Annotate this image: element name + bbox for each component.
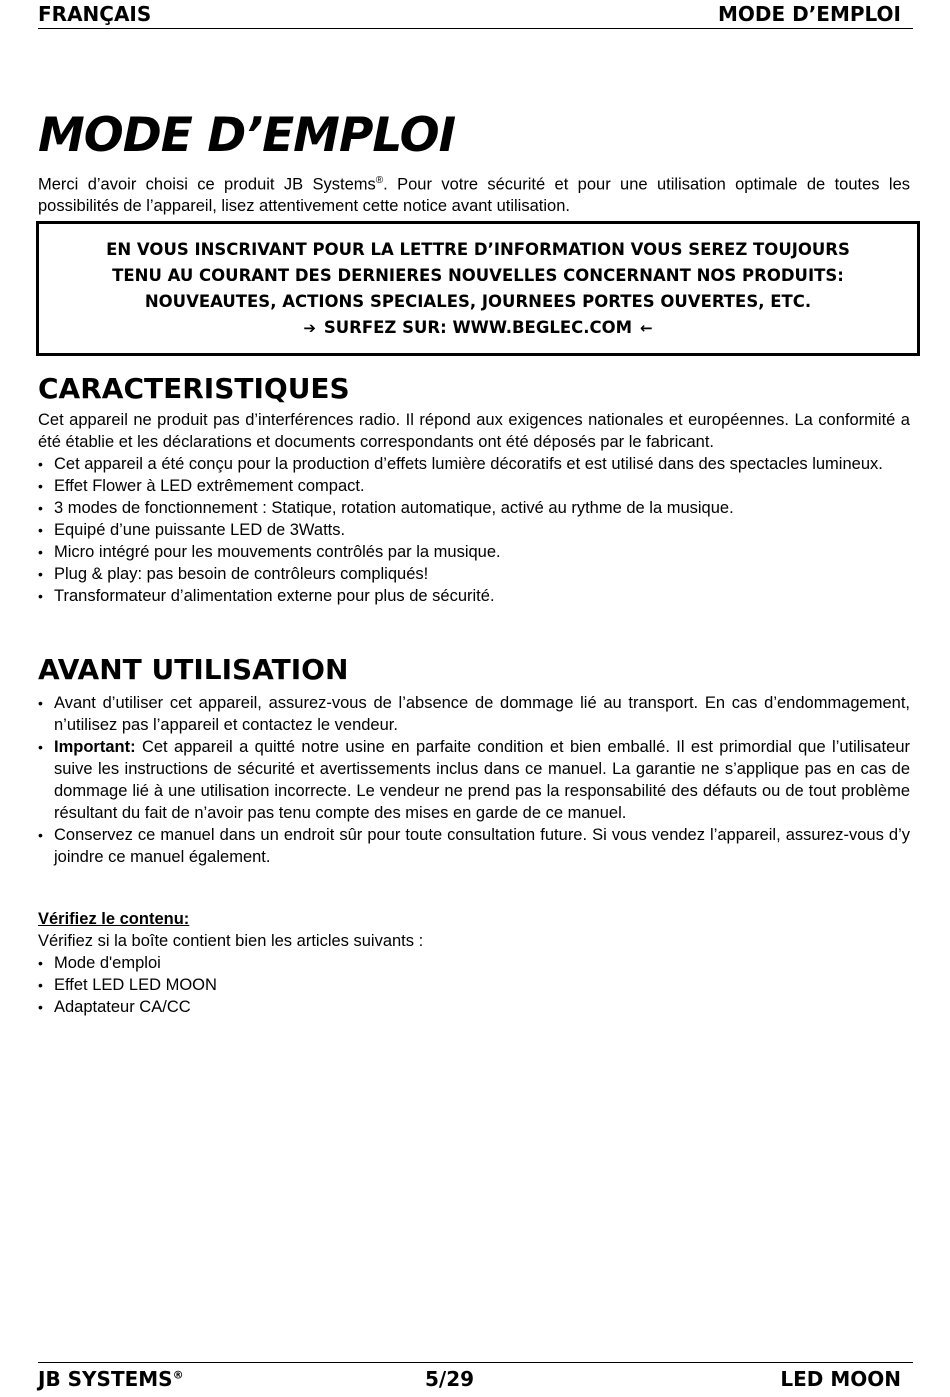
newsletter-notice-box xyxy=(36,221,920,356)
page-number: 5/29 xyxy=(425,1367,475,1391)
notice-line: TENU AU COURANT DES DERNIERES NOUVELLES CONCERNANT NOS PRODUITS: xyxy=(112,266,844,285)
footer-registered-mark: ® xyxy=(172,1368,184,1382)
contents-heading: Vérifiez le contenu: xyxy=(38,910,190,928)
intro-text-start: Merci d’avoir choisi ce produit JB Systems xyxy=(38,175,376,194)
important-text: Cet appareil a quitté notre usine en parfaite condition et bien emballé. Il est primordial que l’utilisateur suive les instructions de sécurité et avertissements inclus dans ce manuel. La garantie ne s’applique pas en cas de dommage lié à une utilisation incorrecte. Le vendeur ne prend pas la responsabilité des défauts ou de tout problème résultant du fait de n’avoir pas tenu compte des mises en garde de ce manuel. xyxy=(54,738,910,822)
list-item-important xyxy=(38,736,910,824)
features-intro: Cet appareil ne produit pas d’interférences radio. Il répond aux exigences nationales et européennes. La conformité a été établie et les déclarations et documents correspondants ont été déposés par le fabricant. xyxy=(38,411,910,451)
list-item: • Plug & play: pas besoin de contrôleurs compliqués! xyxy=(38,563,910,585)
footer-product: LED MOON xyxy=(780,1367,901,1391)
contents-list xyxy=(38,952,910,1018)
arrow-left-icon: ← xyxy=(640,319,653,337)
list-item: • Mode d'emploi xyxy=(38,952,910,974)
page-header xyxy=(38,2,913,29)
list-item: • Equipé d’une puissante LED de 3Watts. xyxy=(38,519,910,541)
website-link[interactable]: SURFEZ SUR: WWW.BEGLEC.COM xyxy=(323,318,633,337)
features-heading: CARACTERISTIQUES xyxy=(38,372,350,405)
notice-line: EN VOUS INSCRIVANT POUR LA LETTRE D’INFORMATION VOUS SEREZ TOUJOURS xyxy=(106,240,850,259)
list-item: • 3 modes de fonctionnement : Statique, rotation automatique, activé au rythme de la musique. xyxy=(38,497,910,519)
notice-link-line xyxy=(39,315,917,341)
list-item: • Avant d’utiliser cet appareil, assurez-vous de l’absence de dommage lié au transport. En cas d’endommagement, n’utilisez pas l’appareil et contactez le vendeur. xyxy=(38,692,910,736)
arrow-right-icon: ➔ xyxy=(303,319,316,337)
registered-mark: ® xyxy=(375,175,384,186)
list-item: • Adaptateur CA/CC xyxy=(38,996,910,1018)
footer-brand: JB SYSTEMS® xyxy=(38,1367,184,1391)
list-item: • Transformateur d’alimentation externe pour plus de sécurité. xyxy=(38,585,910,607)
intro-text-end: . Pour votre sécurité et pour une utilisation optimale de toutes les possibilités de l’appareil, lisez attentivement cette notice avant utilisation. xyxy=(38,175,910,215)
list-item: • Conservez ce manuel dans un endroit sûr pour toute consultation future. Si vous vendez l’appareil, assurez-vous d’y joindre ce manuel également. xyxy=(38,824,910,868)
list-item: • Effet Flower à LED extrêmement compact. xyxy=(38,475,910,497)
contents-intro: Vérifiez si la boîte contient bien les articles suivants : xyxy=(38,932,424,950)
features-list xyxy=(38,453,910,607)
page-footer xyxy=(38,1362,913,1392)
before-use-list xyxy=(38,692,910,868)
important-label: Important: xyxy=(54,738,136,756)
intro-paragraph xyxy=(38,170,910,217)
page-title: MODE D’EMPLOI xyxy=(38,108,456,163)
before-use-heading: AVANT UTILISATION xyxy=(38,653,349,686)
list-item: • Cet appareil a été conçu pour la production d’effets lumière décoratifs et est utilisé dans des spectacles lumineux. xyxy=(38,453,910,475)
notice-line: NOUVEAUTES, ACTIONS SPECIALES, JOURNEES PORTES OUVERTES, ETC. xyxy=(144,292,812,311)
list-item: • Micro intégré pour les mouvements contrôlés par la musique. xyxy=(38,541,910,563)
list-item: • Effet LED LED MOON xyxy=(38,974,910,996)
header-section-title: MODE D’EMPLOI xyxy=(717,2,901,26)
header-language: FRANÇAIS xyxy=(38,2,152,26)
